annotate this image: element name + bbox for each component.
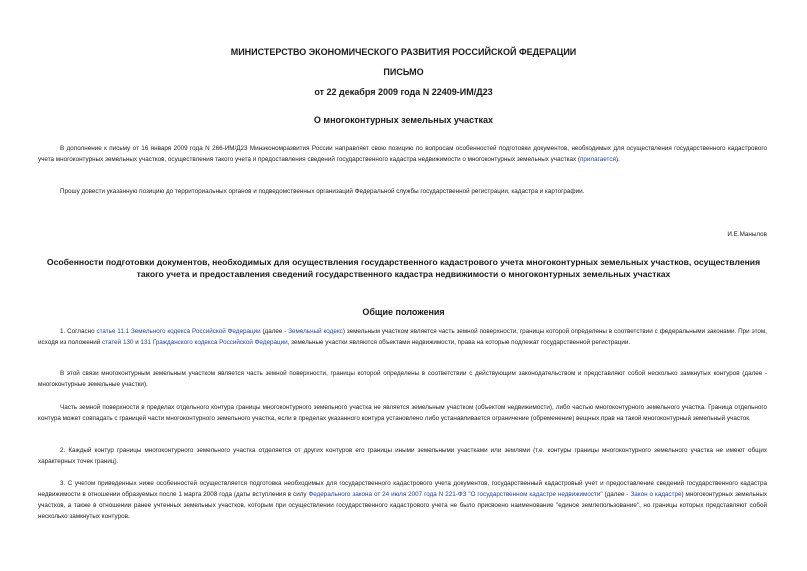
paragraph-text: 1. Согласно xyxy=(60,328,97,335)
land-code-link[interactable]: Земельный кодекс xyxy=(288,328,343,335)
signature: И.Е.Манылов xyxy=(727,231,767,238)
paragraph-text: В этой связи многоконтурным земельным участком является часть земной поверхности, границы которой определены в соответствии с действующим законодательством и представляют собой несколько замкнутых контуров (далее - многоконтурные земельные участки). xyxy=(38,370,767,388)
date-number-heading: от 22 декабря 2009 года N 22409-ИМ/Д23 xyxy=(314,87,493,97)
paragraph-text: и xyxy=(133,339,141,346)
cadastre-law-short-link[interactable]: Закон о кадастре xyxy=(630,491,682,498)
paragraph-1 xyxy=(38,326,767,348)
section-title: Общие положения xyxy=(362,307,445,317)
paragraph-text: ) земельным участком является часть земной поверхности, границы которой определены в соответствии с федеральными законами. При этом, исходя из положений xyxy=(38,328,767,346)
ministry-heading: МИНИСТЕРСТВО ЭКОНОМИЧЕСКОГО РАЗВИТИЯ РОССИЙСКОЙ ФЕДЕРАЦИИ xyxy=(230,47,577,57)
annex-title: Особенности подготовки документов, необходимых для осуществления государственного кадастрового учета многоконтурных земельных участков, осуществления такого учета и предоставления сведений государственного кадастра недвижимости о многоконтурных земельных участках xyxy=(46,257,761,279)
paragraph-text: , земельные участки являются объектами недвижимости, права на которые подлежат государственной регистрации. xyxy=(287,339,631,346)
paragraph-3 xyxy=(38,402,767,424)
paragraph-text: (далее - xyxy=(602,491,631,498)
attachment-link[interactable]: прилагается xyxy=(580,156,616,163)
civil-code-131-link[interactable]: 131 Гражданского кодекса Российской Федерации xyxy=(140,339,288,346)
civil-code-130-link[interactable]: статей 130 xyxy=(102,339,134,346)
paragraph-text: 2. Каждый контур границы многоконтурного земельного участка отделяется от других контуров его границы иными земельными участками или землями (т.е. контуры границы многоконтурного земельного участка не имеют общих характерных точек границ). xyxy=(38,447,767,465)
intro-paragraph-1 xyxy=(38,143,767,165)
land-code-article-link[interactable]: статье 11.1 Земельного кодекса Российской Федерации xyxy=(96,328,261,335)
paragraph-text: 3. С учетом приведенных ниже особенностей осуществляется подготовка необходимых для государственного кадастрового учета документов, государственный кадастровый учет и предоставление сведений государственного кадастра недвижимости в отношении образуемых после 1 марта 2008 года (даты вступления в силу xyxy=(38,480,767,498)
intro-text: В дополнение к письму от 16 января 2009 года N 266-ИМ/Д23 Минэкономразвития России направляет свою позицию по вопросам особенностей подготовки документов, необходимых для осуществления государственного кадастрового учета многоконтурных земельных участков, осуществления такого учета и предоставления сведений государственного кадастра недвижимости о многоконтурных земельных участках ( xyxy=(38,145,767,163)
paragraph-text: (далее - xyxy=(260,328,289,335)
intro-text-end: ). xyxy=(615,156,620,163)
intro-text-2: Прошу довести указанную позицию до территориальных органов и подведомственных организаций Федеральной службы государственной регистрации, кадастра и картографии. xyxy=(60,188,585,195)
paragraph-2 xyxy=(38,368,767,390)
cadastre-law-link[interactable]: Федерального закона от 24 июля 2007 года N 221-ФЗ "О государственном кадастре недвижимости" xyxy=(308,491,603,498)
doc-type-heading: ПИСЬМО xyxy=(383,67,424,77)
subject-heading: О многоконтурных земельных участках xyxy=(313,115,494,125)
paragraph-text: ) многоконтурных земельных участков, а также в отношении ранее учтенных земельных участков, которым при осуществлении государственного кадастрового учета не было присвоено наименование "единое землепользование", но границы которых представляют собой несколько замкнутых контуров. xyxy=(38,491,767,520)
paragraph-5 xyxy=(38,478,767,522)
intro-paragraph-2 xyxy=(38,186,767,197)
paragraph-text: Часть земной поверхности в пределах отдельного контура границы многоконтурного земельного участка не является земельным участком (объектом недвижимости), либо частью многоконтурного земельного участка. Граница отдельного контура может совпадать с границей части многоконтурного земельного участка, если в пределах указанного контура установлено либо устанавливается ограничение (обременение) вещных прав на такой многоконтурный земельный участок. xyxy=(38,404,767,422)
paragraph-4 xyxy=(38,445,767,467)
